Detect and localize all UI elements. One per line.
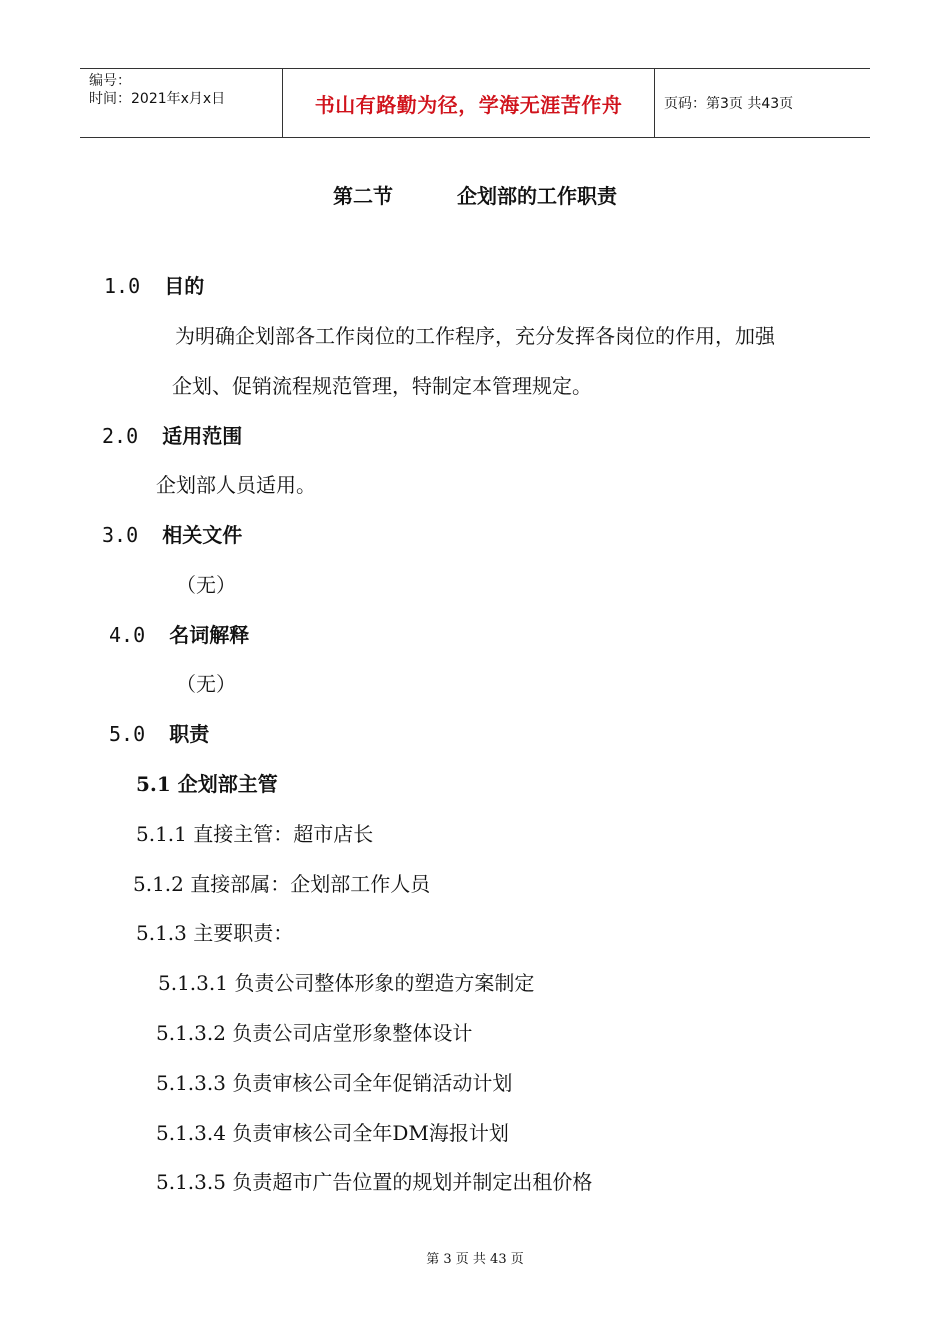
heading-terms: 4.0 名词解释 [109,623,250,647]
purpose-text-line-1: 为明确企划部各工作岗位的工作程序，充分发挥各岗位的作用，加强 [175,324,775,348]
scope-text: 企划部人员适用。 [156,473,316,497]
page-footer: 第 3 页 共 43 页 [426,1252,524,1267]
item-direct-subordinates: 5.1.2 直接部属：企划部工作人员 [133,872,431,896]
section-title [0,180,950,209]
subheading-planning-supervisor: 5.1 企划部主管 [136,772,278,796]
duty-item: 5.1.3.1 负责公司整体形象的塑造方案制定 [158,971,535,995]
document-time-label: 时间：2021年x月x日 [89,91,226,107]
header-page-info: 页码：第3页 共43页 [664,96,794,112]
duty-item: 5.1.3.2 负责公司店堂形象整体设计 [156,1021,473,1045]
heading-scope: 2.0 适用范围 [102,424,243,448]
terms-text: （无） [176,672,236,696]
header-motto: 书山有路勤为径，学海无涯苦作舟 [282,69,655,137]
heading-duties: 5.0 职责 [109,722,210,746]
item-main-duties: 5.1.3 主要职责： [136,921,294,945]
section-title-name: 企划部的工作职责 [457,184,617,208]
duty-item: 5.1.3.4 负责审核公司全年DM海报计划 [156,1121,509,1145]
heading-related-docs: 3.0 相关文件 [102,523,243,547]
page-header [80,68,870,138]
document-number-label: 编号： [89,73,131,89]
item-direct-supervisor: 5.1.1 直接主管：超市店长 [136,822,374,846]
header-meta [80,69,282,137]
related-docs-text: （无） [176,573,236,597]
duty-item: 5.1.3.3 负责审核公司全年促销活动计划 [156,1071,513,1095]
duty-item: 5.1.3.5 负责超市广告位置的规划并制定出租价格 [156,1170,593,1194]
section-title-part: 第二节 [333,184,393,208]
heading-purpose: 1.0 目的 [104,274,205,298]
purpose-text-line-2: 企划、促销流程规范管理，特制定本管理规定。 [172,374,592,398]
